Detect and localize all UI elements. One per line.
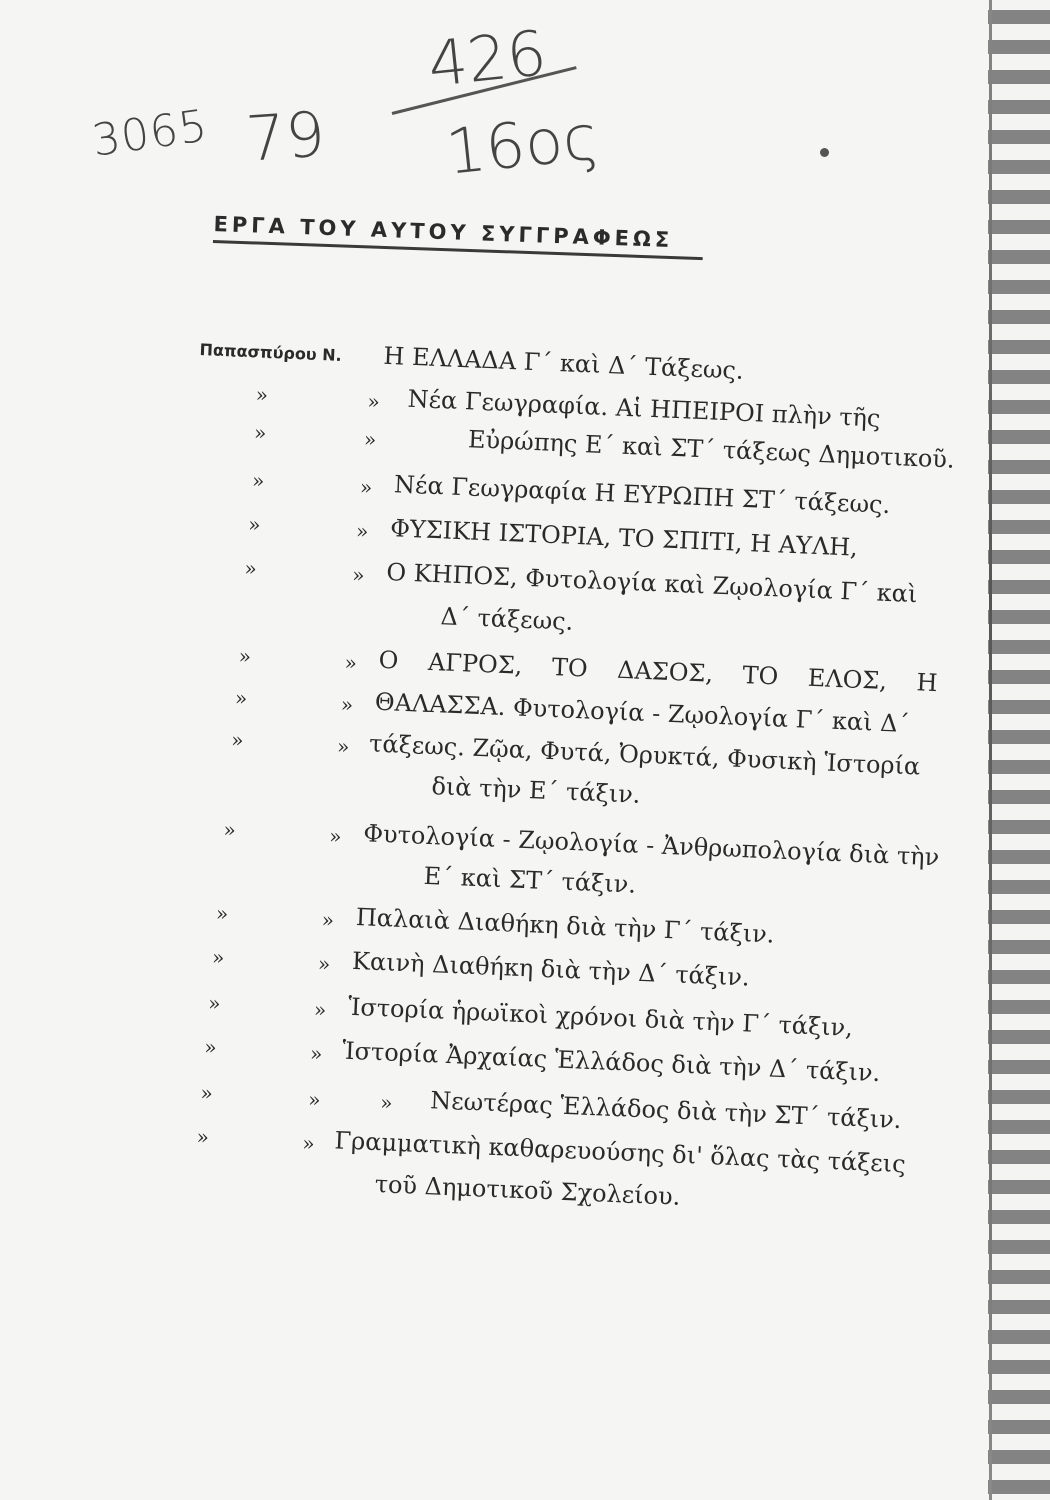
spine-edge	[989, 0, 992, 1500]
list-item: Εὐρώπης Ε΄ καὶ ΣΤ΄ τάξεως Δημοτικοῦ.	[467, 425, 956, 474]
ditto-mark: »	[207, 990, 221, 1016]
ditto-mark: »	[199, 1080, 214, 1106]
ditto-mark: »	[321, 907, 335, 933]
ditto-mark: »	[313, 997, 327, 1022]
page-heading: ΕΡΓΑ ΤΟΥ ΑΥΤΟΥ ΣΥΓΓΡΑΦΕΩΣ	[213, 212, 704, 260]
ditto-mark: »	[328, 823, 343, 849]
ditto-mark: »	[234, 685, 248, 711]
ditto-mark: »	[355, 518, 369, 544]
handwritten-bottom-number: 16ος	[442, 100, 603, 189]
list-item: ΘΑΛΑΣΣΑ. Φυτολογία - Ζῳολογία Γ΄ καὶ Δ΄	[374, 687, 911, 739]
list-item: Φυτολογία - Ζῳολογία - Ἀνθρωπολογία διὰ τὴν	[362, 819, 940, 872]
book-spine	[988, 0, 1050, 1500]
handwritten-top-number: 426	[424, 16, 550, 101]
ditto-mark: »	[344, 650, 358, 675]
list-item: Ε΄ καὶ ΣΤ΄ τάξιν.	[423, 861, 637, 899]
ditto-mark: »	[351, 562, 366, 588]
list-item: Ἱστορία ἡρωϊκοὶ χρόνοι διὰ τὴν Γ΄ τάξιν,	[347, 992, 854, 1042]
ditto-mark: »	[340, 692, 354, 717]
ditto-mark: »	[211, 945, 225, 970]
author-name: Παπασπύρου Ν.	[199, 340, 343, 365]
list-item: διὰ τὴν Ε΄ τάξιν.	[430, 772, 641, 809]
ditto-mark: »	[196, 1124, 210, 1150]
ditto-mark: »	[255, 382, 269, 407]
list-item: Δ΄ τάξεως.	[440, 602, 574, 636]
list-item: Γραμματικὴ καθαρευούσης δι' ὅλας τὰς τάξεις	[334, 1126, 907, 1179]
list-item: Καινὴ Διαθήκη διὰ τὴν Δ΄ τάξιν.	[351, 946, 751, 992]
ditto-mark: »	[243, 556, 258, 581]
list-item: Νέα Γεωγραφία Η ΕΥΡΩΠΗ ΣΤ΄ τάξεως.	[393, 470, 891, 520]
ditto-mark: »	[336, 734, 350, 759]
ditto-mark: »	[223, 817, 237, 842]
ditto-mark: »	[363, 426, 377, 452]
ditto-mark: »	[215, 901, 229, 926]
ditto-mark: »	[379, 1090, 393, 1115]
ditto-mark: »	[359, 474, 373, 500]
ditto-mark: »	[317, 951, 331, 976]
list-item: Ο ΑΓΡΟΣ, ΤΟ ΔΑΣΟΣ, ΤΟ ΕΛΟΣ, Η	[378, 645, 939, 698]
ditto-mark: »	[230, 727, 245, 753]
ditto-mark: »	[203, 1034, 218, 1060]
ditto-mark: »	[253, 420, 267, 445]
list-item: τοῦ Δημοτικοῦ Σχολείου.	[374, 1170, 681, 1211]
ditto-mark: »	[251, 468, 265, 493]
list-item: ΦΥΣΙΚΗ ΙΣΤΟΡΙΑ, ΤΟ ΣΠΙΤΙ, Η ΑΥΛΗ,	[389, 514, 859, 562]
ditto-mark: »	[238, 643, 252, 669]
ditto-mark: »	[367, 389, 381, 414]
ditto-mark: »	[307, 1087, 322, 1112]
list-item: Νεωτέρας Ἑλλάδος διὰ τὴν ΣΤ΄ τάξιν.	[429, 1086, 902, 1135]
list-item: Παλαιὰ Διαθήκη διὰ τὴν Γ΄ τάξιν.	[355, 903, 775, 949]
ink-dot	[820, 148, 829, 157]
handwritten-middle-mark: 79	[243, 97, 328, 176]
ditto-mark: »	[247, 512, 262, 537]
list-item: τάξεως. Ζῷα, Φυτά, Ὀρυκτά, Φυσικὴ Ἱστορία	[368, 729, 921, 781]
ditto-mark: »	[309, 1041, 323, 1066]
ditto-mark: »	[301, 1131, 316, 1156]
works-list	[196, 340, 959, 1211]
list-item: Νέα Γεωγραφία. Αἱ ΗΠΕΙΡΟΙ πλὴν τῆς	[407, 384, 882, 433]
list-item: Ἱστορία Ἀρχαίας Ἑλλάδος διὰ τὴν Δ΄ τάξιν.	[341, 1036, 881, 1088]
list-item: Ο ΚΗΠΟΣ, Φυτολογία καὶ Ζῳολογία Γ΄ καὶ	[385, 558, 918, 609]
handwritten-left-number: 3065	[89, 100, 211, 167]
list-item: Η ΕΛΛΑΔΑ Γ΄ καὶ Δ΄ Τάξεως.	[382, 341, 745, 385]
